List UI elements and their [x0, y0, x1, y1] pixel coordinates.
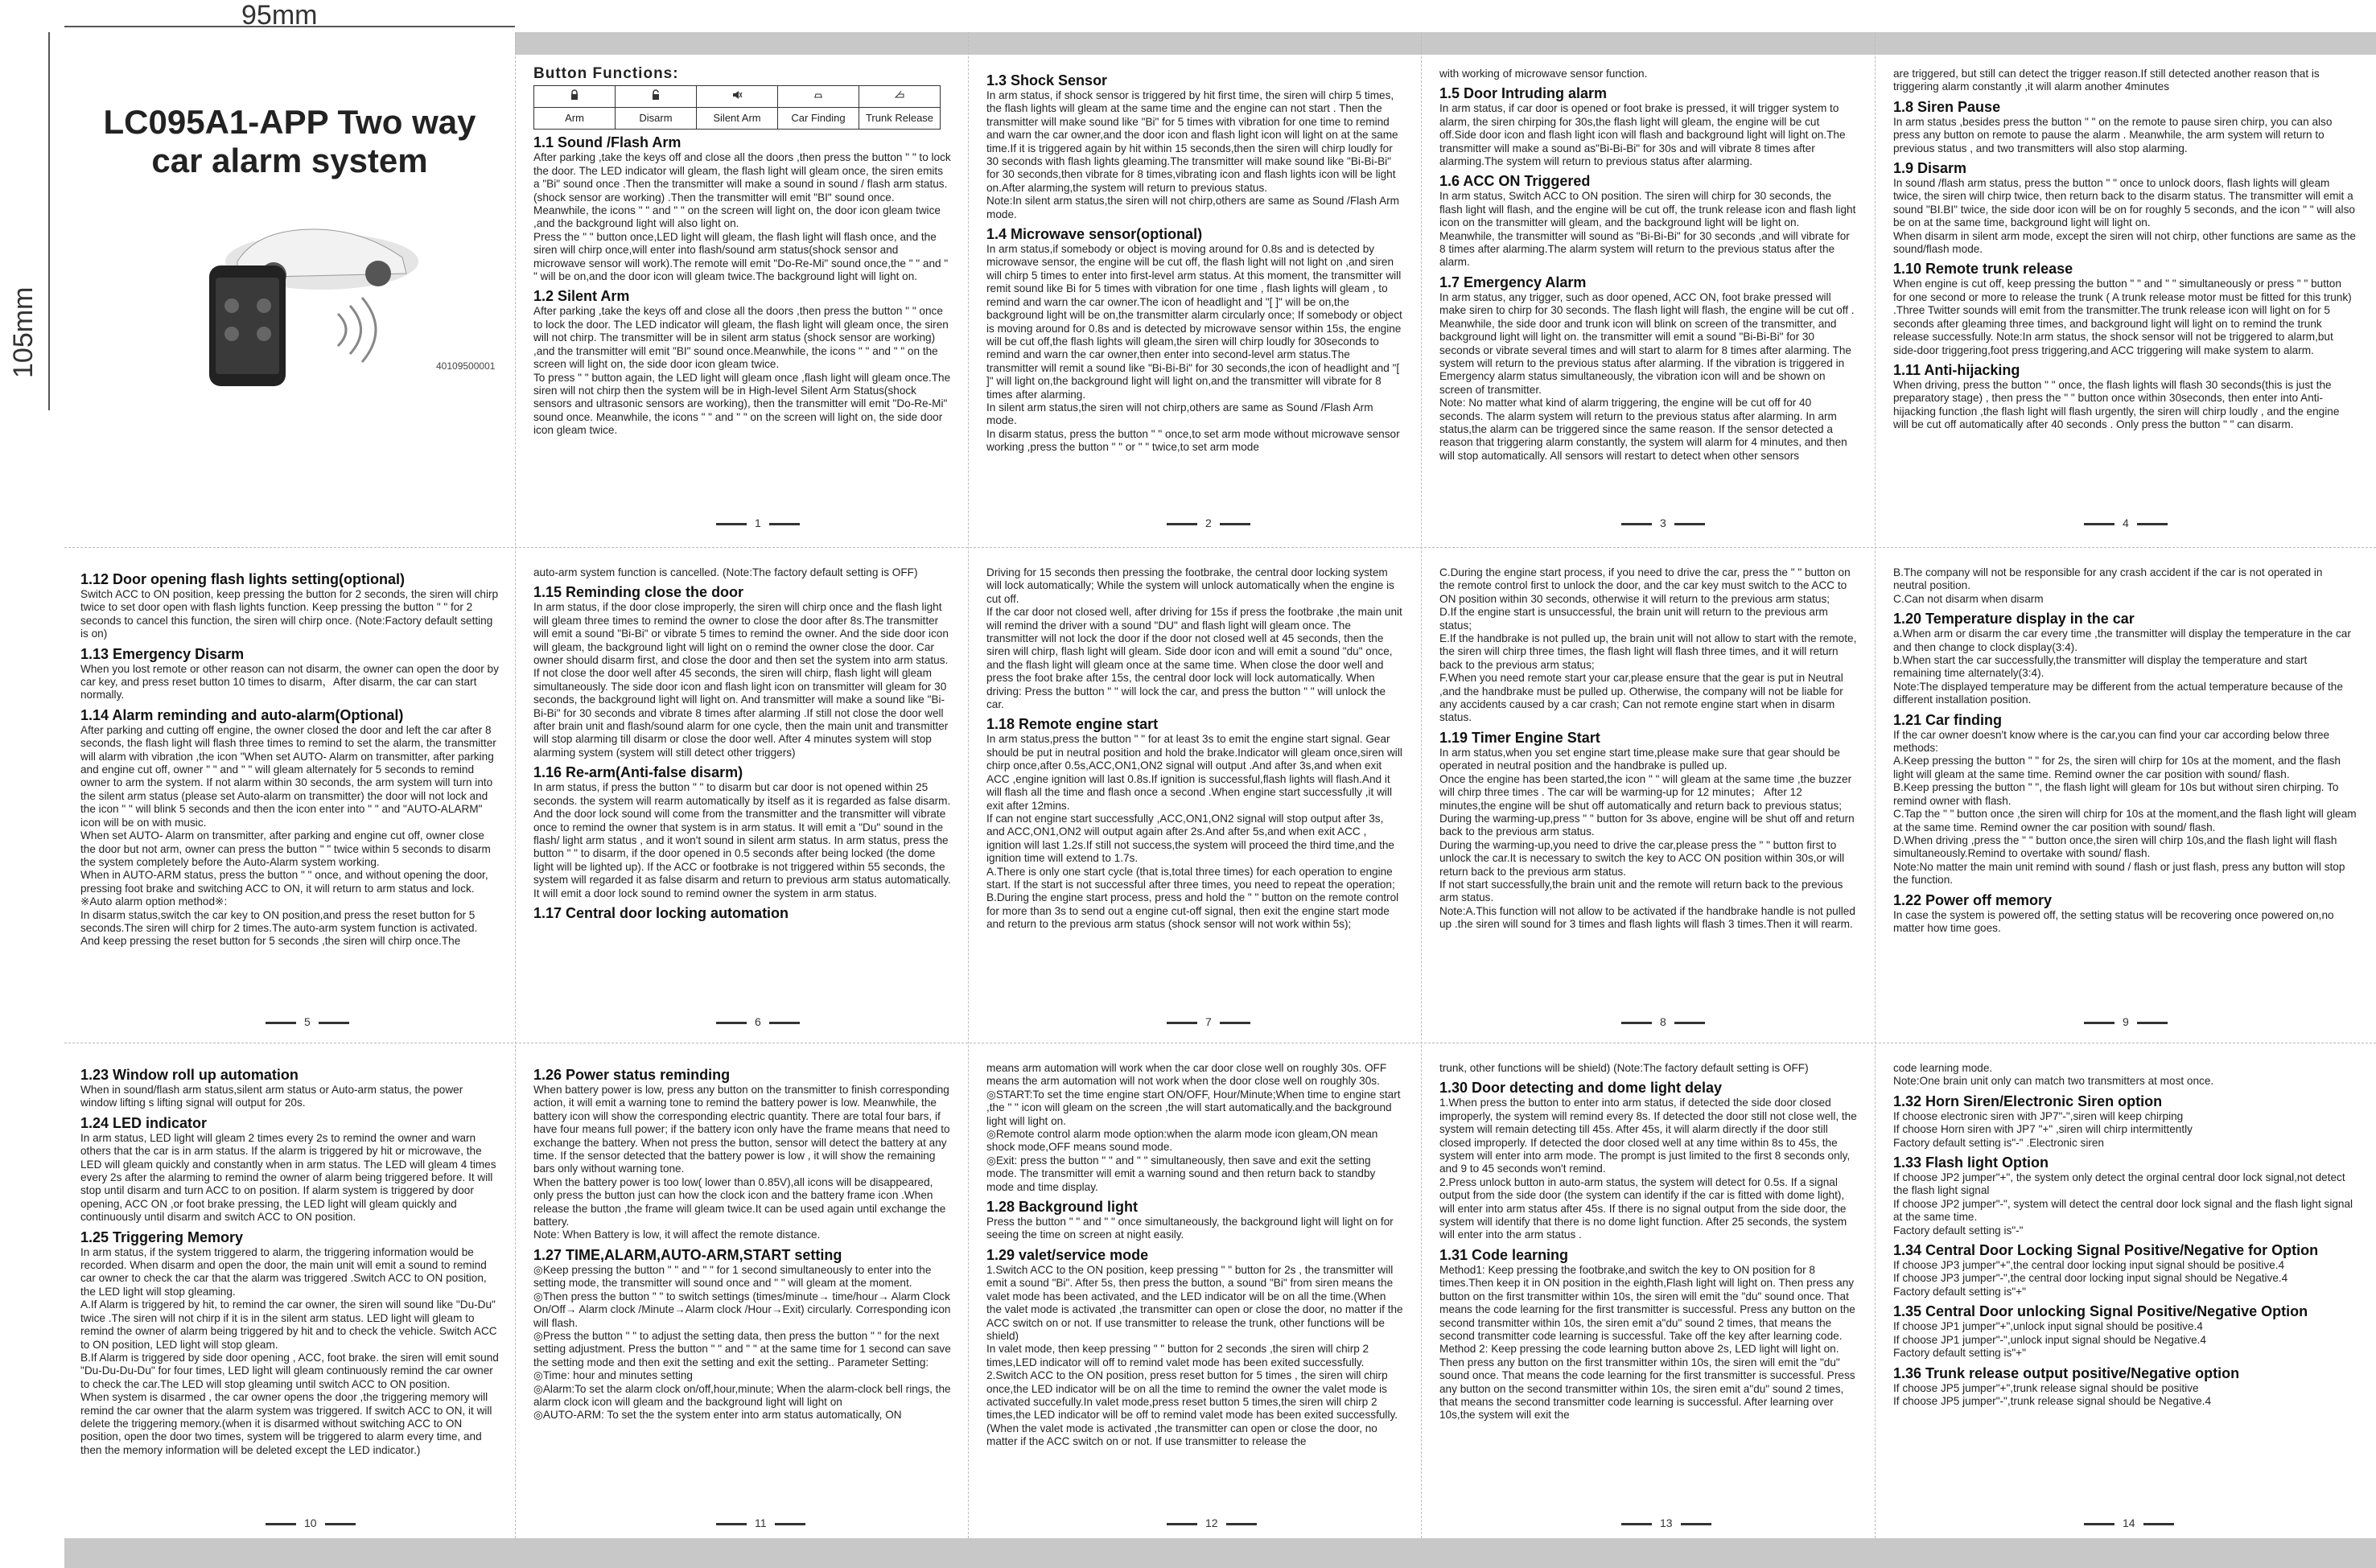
page-content — [986, 566, 1404, 932]
section-paragraph: Press the " " button once,LED light will gleam, the flash light will flash once, and the siren will chirp once,will enter into flash/sound arm status(shock sensor and microwave sensor will work).The remote will emit "Do-Re-Mi" sound once,the " " and " " will be on,and the door icon will gleam twice.The background light will light on. — [533, 230, 949, 283]
section-paragraph: ◎Alarm:To set the alarm clock on/off,hour,minute; When the alarm-clock bell rings, the alarm clock icon will gleam and the background light will light on — [533, 1382, 951, 1408]
manual-page-3 — [1425, 56, 1872, 539]
section-paragraph: ◎Exit: press the button " " and " " simultaneously, then save and exit the setting mode. The transmitter will emit a warning sound and then return back to standby mode and time display. — [986, 1154, 1376, 1193]
section-heading: 1.22 Power off memory — [1893, 891, 2053, 908]
page-content — [986, 1062, 1404, 1449]
page-number: 1 — [708, 516, 808, 529]
manual-page-9 — [1879, 555, 2371, 1030]
section-heading: 1.12 Door opening flash lights setting(optional) — [80, 571, 406, 587]
section-paragraph: In valet mode, then keep pressing " " button for 2 seconds ,the siren will chirp 2 times,LED indicator will off to remind valet mode has been exited successfully. — [986, 1343, 1369, 1368]
section-paragraph: D.When driving ,press the " " button once,the siren will chirp 10s,and the flash light will flash simultaneously.Remind to overtake with sound/ flash. — [1893, 833, 2337, 860]
page-number: 5 — [257, 1015, 357, 1028]
page-content — [533, 1067, 951, 1422]
page-number: 11 — [708, 1517, 813, 1529]
section-heading: 1.5 Door Intruding alarm — [1439, 85, 1608, 102]
section-heading: 1.26 Power status reminding — [533, 1067, 731, 1083]
section-heading: 1.28 Background light — [986, 1199, 1139, 1216]
section-paragraph: Factory default setting is"-" — [1893, 1224, 2024, 1237]
section-paragraph: B.If Alarm is triggered by side door opening , ACC, foot brake. the siren will emit sound "Du-Du-Du-Du" for four times, LED light will gleam continuously remind the car owner to check the car.The LED will stop gleaming until switch ACC to ON position. — [80, 1351, 499, 1390]
button-label: Disarm — [616, 108, 697, 130]
section-paragraph: After parking and cutting off engine, the owner closed the door and left the car after 8 seconds, the flash light will flash three times to remind to set the alarm, the transmitter will alarm with vibration ,the icon "When set AUTO- Alarm on transmitter, after parking and engine cut off, owner " " and " " will gleam alternately for 5 seconds to remind owner to arm the system. If not alarm within 30 seconds, the arm system will turn into the silent arm status (please set Auto-alarm on transmitter) the door will not lock and the icon " " will blink 5 seconds and then the icon enter into " " and "AUTO-ALARM" icon will be on with music. — [80, 723, 496, 829]
page-number: 14 — [2076, 1517, 2182, 1529]
section-paragraph: In arm status,if somebody or object is moving around for 0.8s and is detected by microwave sensor, the engine will be cut off, the flash light will not light on ,and siren will chirp 5 times to enter into first-level arm status. At this moment, the transmitter will remit sound like Bi for 5 times with vibration for one time , flash lights will gleam , to remind and warn the car owner.The icon of headlight and "[ ]" will be on,the background light will be on,the transmitter alarm circularly once; If somebody or object is moving around for 0.8s and is detected by microwave sensor within 15s, the engine will be cut off,the flash lights will gleam,the siren will chirp loudly for 30seconds to remind and warn the car owner,then enter into second-level arm status.The transmitter will remit a sound like "Bi-Bi-Bi" for 30 seconds,the icon of headlight and "[ ]" will light on,the background light will light on,and the transmitter will vibrate for 8 times after alarming. — [986, 243, 1402, 401]
button-label: Trunk Release — [859, 108, 941, 130]
section-paragraph: In arm status,when you set engine start time,please make sure that gear should be operated in neutral position and the handbrake is pulled up. — [1439, 746, 1840, 772]
page-content — [1439, 68, 1857, 463]
page-content — [986, 72, 1404, 455]
section-heading: 1.20 Temperature display in the car — [1893, 611, 2135, 628]
section-paragraph: 1.Switch ACC to the ON position, keep pressing " " button for 2s , the transmitter will emit a sound "Bi". After 5s, then press the button, a sound "Bi" from siren means the valet mode has been activated, and the LED indicator will be on all the time.(When the valet mode is activated ,the transmitter can open or close the door, no matter if the ACC switch on or not. If use transmitter to release the trunk, other functions will be shield) — [986, 1263, 1403, 1342]
manual-page-13 — [1425, 1051, 1872, 1525]
section-heading: 1.30 Door detecting and dome light delay — [1439, 1080, 1723, 1097]
section-paragraph: Note: No matter what kind of alarm triggering, the engine will be cut off for 40 seconds. The alarm system will return to the previous status after alarming. In arm status,the alarm can be triggered since the same reason. If the sensor detected a reason that triggering alarm constantly, the system will alarm for 4 minutes, and then will stop automatically. All sensors will restart to detect when other sensors — [1439, 397, 1847, 462]
page-content — [80, 571, 499, 949]
section-paragraph: are triggered, but still can detect the trigger reason.If still detected another reason that is triggering alarm constantly ,it will alarm another 4minutes — [1893, 68, 2320, 93]
button-label: Car Finding — [778, 108, 859, 130]
page-content — [1893, 566, 2357, 935]
section-paragraph: Note: When Battery is low, it will affect the remote distance. — [533, 1228, 821, 1241]
page-number: 9 — [2076, 1015, 2176, 1028]
cover-title-line1: LC095A1-APP Two way — [103, 103, 476, 141]
section-heading: 1.13 Emergency Disarm — [80, 645, 245, 662]
section-paragraph: Switch ACC to ON position, keep pressing the button for 2 seconds, the siren will chirp twice to set door open with flash lights function. Keep pressing the button " " for 2 seconds to cancel this function, the siren will chirp once. (Note:Factory default setting is on) — [80, 588, 499, 640]
car-and-phone-illustration — [161, 185, 426, 386]
section-paragraph: If choose Horn siren with JP7 "+" ,siren will chirp intermittently — [1893, 1123, 2193, 1136]
section-paragraph: D.If the engine start is unsuccessful, the brain unit will return to the previous arm status; — [1439, 606, 1828, 632]
section-paragraph: C.Can not disarm when disarm — [1893, 592, 2044, 605]
section-paragraph: When battery power is low, press any button on the transmitter to finish corresponding action, it will emit a warning tone to remind the battery power is low. Meanwhile, the battery icon will show the corresponding electric quantity. There are total four bars, if have four means full power; if the battery icon only have the frame means that need to exchange the battery. When not press the button, sensor will detect the battery at any time. If the sensor detected that the battery power is low , it will show the remaining bars only without warning tone. — [533, 1084, 950, 1175]
fold-line — [64, 547, 2376, 548]
manual-page-5 — [66, 555, 513, 1030]
section-paragraph: When the battery power is too low( lower than 0.85V),all icons will be disappeared, only press the button just can how the clock icon and the battery frame icon .When release the button ,the frame will gleam twice.It can be used again until exchange the battery. — [533, 1175, 946, 1228]
section-paragraph: Note:No matter the main unit remind with sound / flash or just flash, press any button will stop the function. — [1893, 860, 2345, 887]
section-heading: 1.2 Silent Arm — [533, 288, 630, 305]
section-paragraph: In arm status, LED light will gleam 2 times every 2s to remind the owner and warn others that the car is in arm status. If the alarm is triggered by hit or microwave, the LED will gleam quickly and constantly when in arm status. The LED will gleam 4 times every 2s after the alarming to remind the owner of alarm being triggered before. It will stop until disarm and turn ACC to on position. If alarm system is triggered by door opening, ACC ON ,or foot brake pressing, the LED light will gleam quickly and continuously until disarm and switch ACC to ON position. — [80, 1131, 496, 1224]
section-paragraph: 1.When press the button to enter into arm status, if detected the side door closed improperly, the system will remind every 8s. If detected the door still not close well, the system will remain detecting till 45s. After 45s, it will alarm directly if the door still closed improperly. If detected the door closed well at any time within 8s to 45s, the system will enter into arm mode. The prompt is just limited to the first 8 seconds only, and 9 to 45 seconds won't remind. — [1439, 1097, 1857, 1175]
section-paragraph: In arm status, if press the button " " to disarm but car door is not opened within 25 seconds. the system will rearm automatically by itself as it is regarded as false disarm. And the door lock sound will come from the transmitter and the transmitter will vibrate once to remind the owner that system is in arm status. It will emit a "Du" sound in the flash/ light arm status , and it won't sound in silent arm status. In arm status, press the button " " to disarm, if the door opened in 0.5 seconds after being locked (the dome light will be lighted up). If the ACC or footbrake is not triggered within 55 seconds, the system will regarded it as false disarm and return to previous arm status automatically. It will emit a door lock sound to remind owner the system in arm status. — [533, 781, 951, 899]
section-paragraph: F.When you need remote start your car,please ensure that the gear is put in Neutral ,and the handbrake must be pulled up. Otherwise, the company will not be liable for any accidents caused by a car crash; Can not remote engine start when in disarm status. — [1439, 672, 1843, 724]
page-number: 12 — [1159, 1517, 1265, 1529]
unlock-icon — [616, 86, 697, 108]
height-dimension-line — [48, 32, 50, 410]
section-heading: 1.27 TIME,ALARM,AUTO-ARM,START setting — [533, 1246, 842, 1263]
section-paragraph: In arm status ,besides press the button " " on the remote to pause siren chirp, you can also press any button on remote to pause the alarm . Meanwhile, the arm system will return to previous status , and two transmitters will also stop alarming. — [1893, 115, 2333, 154]
page-number: 7 — [1159, 1015, 1258, 1028]
section-paragraph: If not start successfully,the brain unit and the remote will return back to the previous arm status. — [1439, 878, 1843, 904]
section-paragraph: A.There is only one start cycle (that is,total three times) for each operation to engine start. If the start is not successful after three times, you need to repeat the operation; — [986, 865, 1395, 891]
section-paragraph: ◎Press the button " " to adjust the setting data, then press the button " " for the next setting adjustment. Press the button " " and " " at the same time for 1 second can save the setting mode and then exit the setting and exit the setting.. Parameter Setting: — [533, 1329, 951, 1368]
section-paragraph: When you lost remote or other reason can not disarm, the owner can open the door by car key, and press reset button 10 times to disarm，After disarm, the car can start normally. — [80, 662, 499, 702]
section-heading: 1.6 ACC ON Triggered — [1439, 173, 1591, 190]
section-paragraph: Method 2: Keep pressing the code learning button above 2s, LED light will light on. Then press any button on the first transmitter within 10s, the siren will emit the "du" sound once. That means the code learning for the first transmitter is successful. Press any button on the second transmitter within 10s, the siren emit a"du" sound 2 times, that means the second transmitter code learning is successful. After learning over 10s,the system will exit the — [1439, 1343, 1855, 1422]
section-paragraph: In disarm status, press the button " " once,to set arm mode without microwave sensor working ,press the button " " or " " twice,to set arm mode — [986, 427, 1400, 454]
section-paragraph: ◎START:To set the time engine start ON/OFF, Hour/Minute;When time to engine start ,the " " icon will gleam on the screen ,the will start automatically.and the background light will light on. — [986, 1088, 1401, 1127]
page-content — [533, 134, 951, 437]
page-content — [80, 1067, 499, 1457]
height-dimension-label: 105mm — [8, 286, 39, 378]
section-heading: 1.36 Trunk release output positive/Negative option — [1893, 1364, 2240, 1381]
section-paragraph: If choose JP2 jumper"+", the system only detect the orginal central door lock signal,not detect the flash light signal — [1893, 1171, 2345, 1197]
fold-line — [515, 32, 516, 1538]
section-paragraph: Once the engine has been started,the icon " " will gleam at the same time ,the buzzer will chirp three times . The car will be warming-up for 12 minutes； After 12 minutes,the engine will be shut off automatically and return back to previous status; During the warming-up,press " " button for 3s above, engine will be shut off and return back to the previous arm status. — [1439, 772, 1855, 838]
section-paragraph: If choose JP3 jumper"+",the central door locking input signal should be positive.4 — [1893, 1259, 2285, 1272]
section-heading: 1.34 Central Door Locking Signal Positive/Negative for Option — [1893, 1242, 2319, 1259]
section-paragraph: In disarm status,switch the car key to ON position,and press the reset button for 5 seconds.The siren will chirp for 2 times.The auto-arm system function is activated. And keep pressing the reset button for 5 seconds ,the siren will chirp once.The — [80, 908, 478, 948]
section-paragraph: Note:The displayed temperature may be different from the actual temperature because of the different installation position. — [1893, 680, 2343, 706]
silent-arm-icon — [697, 86, 778, 108]
section-paragraph: ◎Keep pressing the button " " and " " for 1 second simultaneously to enter into the setting mode, the transmitter will sound once and " " will gleam at the moment. — [533, 1263, 932, 1290]
section-paragraph: Note:In silent arm status,the siren will not chirp,others are same as Sound /Flash Arm mode. — [986, 195, 1400, 220]
manual-page-10 — [66, 1051, 513, 1525]
section-paragraph: If choose JP5 jumper"+",trunk release signal should be positive — [1893, 1381, 2199, 1394]
section-paragraph: E.If the handbrake is not pulled up, the brain unit will not allow to start with the remote, the siren will chirp three times, the flash light will flash three times, and it will return back to the previous arm status; — [1439, 632, 1857, 671]
page-number: 8 — [1613, 1015, 1713, 1028]
section-paragraph: In arm status, if the system triggered to alarm, the triggering information would be recorded. When disarm and open the door, the main unit will emit a sound to remind car owner to check the car that the alarm was triggered .Switch ACC to ON position, the LED light will stop gleaming. — [80, 1245, 487, 1298]
section-paragraph: In arm status, if shock sensor is triggered by hit first time, the siren will chirp 5 times, the flash lights will gleam at the same time and the engine can not start . Then the transmitter will make sound like "Bi" for 5 times with vibration for one time to remind and warn the car owner,and the door icon and flash light icon will light on at the same time.If it is triggered again by hit within 15 seconds,then the siren will chirp loudly for 30 seconds with flash lights gleaming.The transmitter will make sound like "Bi-Bi-Bi" for 30 seconds,then vibrate for 8 times,vibrating icon and flash lights icon will be light on.After alarming,the system will return to previous status. — [986, 89, 1398, 194]
section-paragraph: Factory default setting is"+" — [1893, 1347, 2026, 1360]
section-paragraph: If choose JP3 jumper"-",the central door locking input signal should be Negative.4 — [1893, 1272, 2288, 1285]
section-paragraph: In silent arm status,the siren will not chirp,others are same as Sound /Flash Arm mode. — [986, 401, 1373, 427]
section-paragraph: When system is disarmed , the car owner opens the door ,the triggering memory will remind the car owner that the alarm system was triggered. If switch ACC to ON, it will delete the triggering memory.(when it is disarmed without switching ACC to ON position, open the door two times, system will be triggered to alarm every time, and then the memory information will be deleted except the LED indicator.) — [80, 1391, 492, 1456]
section-paragraph: ※Auto alarm option method※: — [80, 895, 228, 908]
section-paragraph: In arm status, if car door is opened or foot brake is pressed, it will trigger system to alarm, the siren chirping for 30s,the flash light will gleam, the engine will be cut off.Side door icon and flash light icon will flash and background light will light on.The transmitter will make a sound as"Bi-Bi-Bi" for 30s and will vibrate 8 times after alarming.The system will return to previous status after alarming. — [1439, 102, 1846, 168]
lock-icon — [534, 86, 616, 108]
section-paragraph: ◎AUTO-ARM: To set the the system enter into arm status automatically, ON — [533, 1409, 902, 1422]
section-paragraph: To press " " button again, the LED light will gleam once ,flash light will gleam once.The siren will not chirp then the system will be in High-level Silent Arm Status(shock sensors and ultrasonic sensors are working), then the transmitter will emit "Do-Re-Mi" sound once. Meanwhile, the icons " " and " " on the screen will light on, the side door icon gleam twice. — [533, 371, 951, 437]
section-heading: 1.29 valet/service mode — [986, 1246, 1149, 1263]
page-content — [1893, 1062, 2357, 1408]
section-heading: 1.11 Anti-hijacking — [1893, 361, 2020, 378]
section-paragraph: If choose JP2 jumper"-", system will detect the central door lock signal and the flash light signal at the same time. — [1893, 1197, 2353, 1224]
cover-panel — [64, 32, 515, 410]
section-heading: 1.16 Re-arm(Anti-false disarm) — [533, 764, 743, 781]
page-number: 2 — [1159, 516, 1258, 529]
button-label: Arm — [534, 108, 616, 130]
button-functions-title: Button Functions: — [533, 65, 679, 82]
section-paragraph: C.During the engine start process, if you need to drive the car, press the " " button on the remote control first to unlock the door, and the car key must switch to the ACC to ON position within 30 seconds, otherwise it will return to the previous arm status; — [1439, 566, 1851, 605]
page-number: 4 — [2076, 516, 2176, 529]
fold-line — [968, 32, 969, 1538]
section-paragraph: code learning mode. — [1893, 1062, 1993, 1074]
fold-line — [1421, 32, 1422, 1538]
manual-page-11 — [519, 1051, 966, 1525]
manual-page-4 — [1879, 56, 2371, 539]
section-heading: 1.4 Microwave sensor(optional) — [986, 226, 1203, 243]
section-heading: 1.3 Shock Sensor — [986, 72, 1108, 88]
section-paragraph: B.The company will not be responsible for any crash accident if the car is not operated in neutral position. — [1893, 566, 2323, 592]
section-paragraph: 2.Press unlock button in auto-arm status, the system will detect for 0.5s. If a signal output from the side door (the system can identify if the car is fitted with dome light), will enter into arm status after 45s. If there is no signal output from the side door, the system will identify that there is no dome light function. After 25 seconds, the system will enter into the arm status . — [1439, 1175, 1847, 1241]
section-paragraph: In case the system is powered off, the setting status will be recovering once powered on,no matter how time goes. — [1893, 908, 2334, 934]
page-content — [1893, 68, 2357, 432]
section-paragraph: In arm status, Switch ACC to ON position. The siren will chirp for 30 seconds, the flash light will flash, and the engine will be cut off, the trunk release icon and flash light icon on the transmitter will gleam, and the background light will be light on. Meanwhile, the transmitter will sound as "Bi-Bi-Bi" for 30 seconds ,and will vibrate for 8 times after alarming.The alarm system will return to the previous status after the alarm. — [1439, 190, 1856, 269]
section-heading: 1.24 LED indicator — [80, 1114, 208, 1131]
section-paragraph: A.If Alarm is triggered by hit, to remind the car owner, the siren will sound like "Du-Du" twice .The siren will not chirp if it is in the silent arm status. LED light will gleam to remind the owner of alarm being triggered by hit and to check the vehicle. Switch ACC to ON position, LED light will stop gleam. — [80, 1298, 497, 1351]
car-finding-icon — [778, 86, 859, 108]
page-content — [1439, 1062, 1857, 1422]
section-paragraph: If the car owner doesn't know where is the car,you can find your car according below three methods: — [1893, 728, 2330, 755]
section-paragraph: In arm status, if the door close improperly, the siren will chirp once and the flash light will gleam three times to remind the owner to close the door after 8s.The transmitter will emit a sound "Bi-Bi" or vibrate 5 times to remind the owner. And the side door icon will gleam, the background light will light on o remind the owner close the door. Car owner should disarm first, and close the door and then set the system into arm status. If not close the door well after 45 seconds, the siren will chirp, flash light will gleam simultaneously. The side door icon and flash light icon on transmitter will gleam for 30 seconds, the background light will light on. And transmitter will make a sound like "Bi-Bi-Bi" for 30 seconds and vibrate 8 times after alarming .If still not close the door well after brain unit and flash/sound alarm for one cycle, then the main unit and transmitter will stop alarming till disarm or close the door well. After 4 minutes system will stop alarming system (system will still detect other triggers) — [533, 601, 949, 759]
section-heading: 1.21 Car finding — [1893, 711, 2003, 728]
section-paragraph: When driving, press the button " " once, the flash lights will flash 30 seconds(this is just the preparatory stage) , then press the " " button once within 30seconds, then enter into Anti-hijacking function ,the flash light will flash urgently, the siren will chirp loudly , and the engine will be cut off automatically after 40 seconds . Only press the button " " can disarm. — [1893, 378, 2340, 431]
section-heading: 1.25 Triggering Memory — [80, 1228, 244, 1245]
section-paragraph: with working of microwave sensor function. — [1439, 68, 1648, 80]
section-paragraph: During the warming-up,you need to drive the car,please press the " " button first to unlock the car.It is necessary to switch the key to ACC ON position within 30s,or will return back to the previous arm status. — [1439, 838, 1845, 878]
section-heading: 1.15 Reminding close the door — [533, 584, 744, 601]
section-paragraph: auto-arm system function is cancelled. (Note:The factory default setting is OFF) — [533, 566, 918, 578]
section-heading: 1.18 Remote engine start — [986, 716, 1159, 733]
cover-title-line2: car alarm system — [151, 142, 428, 179]
manual-page-14 — [1879, 1051, 2371, 1525]
section-paragraph: means arm automation will work when the car door close well on roughly 30s. OFF means the arm automation will not work when the door close well on roughly 30s. — [986, 1062, 1387, 1088]
button-label: Silent Arm — [697, 108, 778, 130]
section-heading: 1.32 Horn Siren/Electronic Siren option — [1893, 1093, 2163, 1109]
section-paragraph: When set AUTO- Alarm on transmitter, after parking and engine cut off, owner close the door but not arm, owner can press the button " " twice within 5 seconds to disarm the system completely before the Auto-Alarm system working. — [80, 829, 491, 868]
section-paragraph: When disarm in silent arm mode, except the siren will not chirp, other functions are same as the sound/flash mode. — [1893, 229, 2356, 256]
manual-page-2 — [972, 56, 1419, 539]
section-paragraph: If choose JP1 jumper"-",unlock input signal should be Negative.4 — [1893, 1333, 2206, 1346]
section-paragraph: Note:A.This function will not allow to be activated if the handbrake handle is not pulled up .the siren will sound for 3 times and flash lights will flash 3 times.Then it will rearm. — [1439, 904, 1855, 931]
section-paragraph: b.When start the car successfully,the transmitter will display the temperature and start remaining time alternately(3:4). — [1893, 654, 2308, 680]
section-paragraph: If choose electronic siren with JP7"-",siren will keep chirping — [1893, 1109, 2184, 1122]
section-heading: 1.23 Window roll up automation — [80, 1067, 299, 1083]
button-functions-table — [533, 85, 941, 130]
section-heading: 1.10 Remote trunk release — [1893, 261, 2073, 278]
width-dimension-line — [64, 26, 515, 27]
section-paragraph: Method1: Keep pressing the footbrake,and switch the key to ON position for 8 times.Then keep it in ON position in the eighth,Flash light will light on. Then press any button on the first transmitter within 10s, the siren will emit the "du" sound once. That means the code learning for the first transmitter is successful. Press any button on the second transmitter within 10s, the siren emit a"du" sound 2 times, that means the second transmitter code learning is successful. Take off the key after learning code. — [1439, 1263, 1855, 1342]
section-paragraph: trunk, other functions will be shield) (Note:The factory default setting is OFF) — [1439, 1062, 1809, 1074]
width-dimension-label: 95mm — [241, 0, 318, 31]
cover-title — [64, 103, 515, 180]
page-number: 3 — [1613, 516, 1713, 529]
section-paragraph: Factory default setting is"+" — [1893, 1285, 2026, 1298]
manual-page-1 — [519, 56, 966, 539]
section-heading: 1.8 Siren Pause — [1893, 98, 2001, 115]
product-code: 40109500001 — [436, 360, 496, 372]
section-paragraph: Factory default setting is"-" .Electronic siren — [1893, 1136, 2104, 1149]
section-paragraph: Press the button " " and " " once simultaneously, the background light will light on for seeing the time on screen at night easily. — [986, 1216, 1394, 1241]
top-strip — [0, 0, 2376, 26]
manual-page-6 — [519, 555, 966, 1030]
section-paragraph: When in sound/flash arm status,silent arm status or Auto-arm status, the power window lifting s lifting signal will output for 20s. — [80, 1084, 463, 1109]
section-paragraph: In arm status,press the button " " for at least 3s to emit the engine start signal. Gear should be put in neutral position and hold the brake.Indicator will gleam once,siren will chirp once,after 0.5s,ACC,ON1,ON2 signal will output .And after 3s,and when exit ACC ,engine ignition will last 0.8s.If ignition is successful,flash lights will flash.And it will flash all the time and flash once a second .When engine start successfully ,it will exit after 12mins. — [986, 733, 1402, 812]
section-heading: 1.1 Sound /Flash Arm — [533, 134, 682, 151]
page-content — [533, 566, 951, 922]
section-heading: 1.9 Disarm — [1893, 160, 1967, 177]
fold-line — [1875, 32, 1876, 1538]
section-paragraph: 2.Switch ACC to the ON position, press reset button for 5 times , the siren will chirp once,the LED indicator will be on all the time to remind the owner the valet mode is activated succefully.In valet mode,press reset button 5 times,the siren will chirp 2 times,the LED indicator will be off to remind valet mode has been exited successfully.(When the valet mode is activated ,the transmitter can open or close the door, no matter if the ACC switch on or not. If use transmitter to release the — [986, 1369, 1398, 1448]
section-paragraph: ◎Remote control alarm mode option:when the alarm mode icon gleam,ON mean shock mode,OFF means sound mode. — [986, 1128, 1378, 1154]
section-paragraph: a.When arm or disarm the car every time ,the transmitter will display the temperature in the car and then change to clock display(3:4). — [1893, 628, 2351, 653]
page-content — [1439, 566, 1857, 932]
section-paragraph: If can not engine start successfully ,ACC,ON1,ON2 signal will stop output after 3s, and ACC,ON1,ON2 will output again after 2s.And after 5s,and when exit ACC , ignition will last 1.2s.If still not success,the system will proceed the third time,and the ignition time will extend to 1.7s. — [986, 812, 1394, 865]
section-heading: 1.17 Central door locking automation — [533, 904, 789, 921]
section-paragraph: When in AUTO-ARM status, press the button " " once, and without opening the door, pressing foot brake and switching ACC to ON, it will return to arm status and lock. — [80, 869, 488, 895]
section-paragraph: ◎Then press the button " " to switch settings (times/minute→ time/hour→ Alarm Clock On/Off→ Alarm clock /Minute→Alarm clock /Hour→Exit) circularly. Corresponding icon will flash. — [533, 1290, 951, 1329]
section-paragraph: Driving for 15 seconds then pressing the footbrake, the central door locking system will lock automatically; While the system will unlock automatically when the engine is cut off. — [986, 566, 1394, 605]
page-number: 10 — [257, 1517, 364, 1529]
section-paragraph: If choose JP1 jumper"+",unlock input signal should be positive.4 — [1893, 1320, 2203, 1333]
section-paragraph: Note:One brain unit only can match two transmitters at most once. — [1893, 1075, 2214, 1088]
page-number: 6 — [708, 1015, 808, 1028]
section-heading: 1.14 Alarm reminding and auto-alarm(Optional) — [80, 706, 404, 723]
section-heading: 1.19 Timer Engine Start — [1439, 729, 1600, 746]
section-paragraph: C.Tap the " " button once ,the siren will chirp for 10s at the moment,and the flash light will gleam at the same time. Remind owner the car position with sound/ flash. — [1893, 808, 2357, 833]
section-paragraph: After parking ,take the keys off and close all the doors ,then press the button " " once to lock the door. The LED indicator will gleam, the flash light will gleam once, the siren will not chirp. The transmitter will be in silent arm status (shock sensor are working) ,and the transmitter will emit "BI" sound once.Meanwhile, the icons " " and " " on the screen will light on, the side door icon gleam twice. — [533, 305, 949, 371]
section-paragraph: B.Keep pressing the button " ", the flash light will gleam for 10s but without siren chirping. To remind owner with flash. — [1893, 781, 2339, 807]
manual-page-7 — [972, 555, 1419, 1030]
section-paragraph: B.During the engine start process, press and hold the " " button on the remote control for more than 3s to send out a engine cut-off signal, then exit the engine start mode and return to the previous arm status (shock sensor will not work within 5s); — [986, 891, 1399, 931]
section-paragraph: ◎Time: hour and minutes setting — [533, 1369, 693, 1382]
section-paragraph: If the car door not closed well, after driving for 15s if press the footbrake ,the main unit will remind the driver with a sound "DU" and flash light will gleam once. The transmitter will not lock the door if the door not closed well at 45 seconds, then the siren will chirp, flash light will gleam. Side door icon and will emit a sound "du" once, and the flash light will gleam once at the same time. When close the door well and press the foot brake after 15s, the central door lock will lock automatically. When driving: Press the button " " will lock the car, and press the button " " will unlock the car. — [986, 606, 1402, 711]
section-heading: 1.31 Code learning — [1439, 1246, 1569, 1263]
trunk-release-icon — [859, 86, 941, 108]
section-paragraph: When engine is cut off, keep pressing the button " " and " " simultaneously or press " " button for one second or more to release the trunk ( A trunk release motor must be fitted for this trunk) .Three Twitter sounds will emit from the transmitter.The trunk release icon will light on for 5 seconds after gleaming three times, and background light will light on to remind the trunk release successfully. Note:In arm status, the shock sensor will not be triggered to alarm,but side-door triggering,foot press triggering,and ACC triggering will make system to alarm. — [1893, 278, 2352, 356]
section-paragraph: In sound /flash arm status, press the button " " once to unlock doors, flash lights will gleam twice, the siren will chirp twice, then return back to the disarm status. The transmitter will emit a sound "BI.BI" twice, the side door icon will be on for roughly 5 seconds, and the icon " " will also be on at the same time, background light will light on. — [1893, 177, 2355, 229]
section-heading: 1.35 Central Door unlocking Signal Positive/Negative Option — [1893, 1303, 2308, 1320]
section-paragraph: In arm status, any trigger, such as door opened, ACC ON, foot brake pressed will make siren to chirp for 30 seconds. The flash light will flash, the engine will be cut off . Meanwhile, the side door and trunk icon will blink on screen of the transmitter, and background light will light on. the transmitter will emit a sound "Bi-Bi-Bi" for 30 seconds or vibrate several times and will start to alarm for 8 times after alarming. The system will return to the previous status after alarming. If the vibration is triggered in Emergency alarm status simultaneously, the vibration icon will and be shown on screen of transmitter. — [1439, 290, 1855, 396]
section-paragraph: If choose JP5 jumper"-",trunk release signal should be Negative.4 — [1893, 1394, 2212, 1407]
page-number: 13 — [1613, 1517, 1719, 1529]
bottom-gray-band — [64, 1538, 2376, 1568]
section-paragraph: A.Keep pressing the button " " for 2s, the siren will chirp for 10s at the moment, and the flash light will gleam at the same time. Remind owner the car position with sound/ flash. — [1893, 755, 2341, 780]
section-heading: 1.7 Emergency Alarm — [1439, 274, 1587, 290]
manual-page-8 — [1425, 555, 1872, 1030]
manual-page-12 — [972, 1051, 1419, 1525]
section-heading: 1.33 Flash light Option — [1893, 1154, 2049, 1171]
section-paragraph: After parking ,take the keys off and close all the doors ,then press the button " " to lock the door. The LED indicator will gleam, the flash light will gleam once, the siren emits a "Bi" sound once .Then the transmitter will make a sound in sound / flash arm status. (shock sensor are working) .Then the transmitter will emit "BI" sound once. Meanwhile, the icons " " and " " on the screen will light on, the door icon gleam twice ,and the background light will also light on. — [533, 151, 951, 230]
